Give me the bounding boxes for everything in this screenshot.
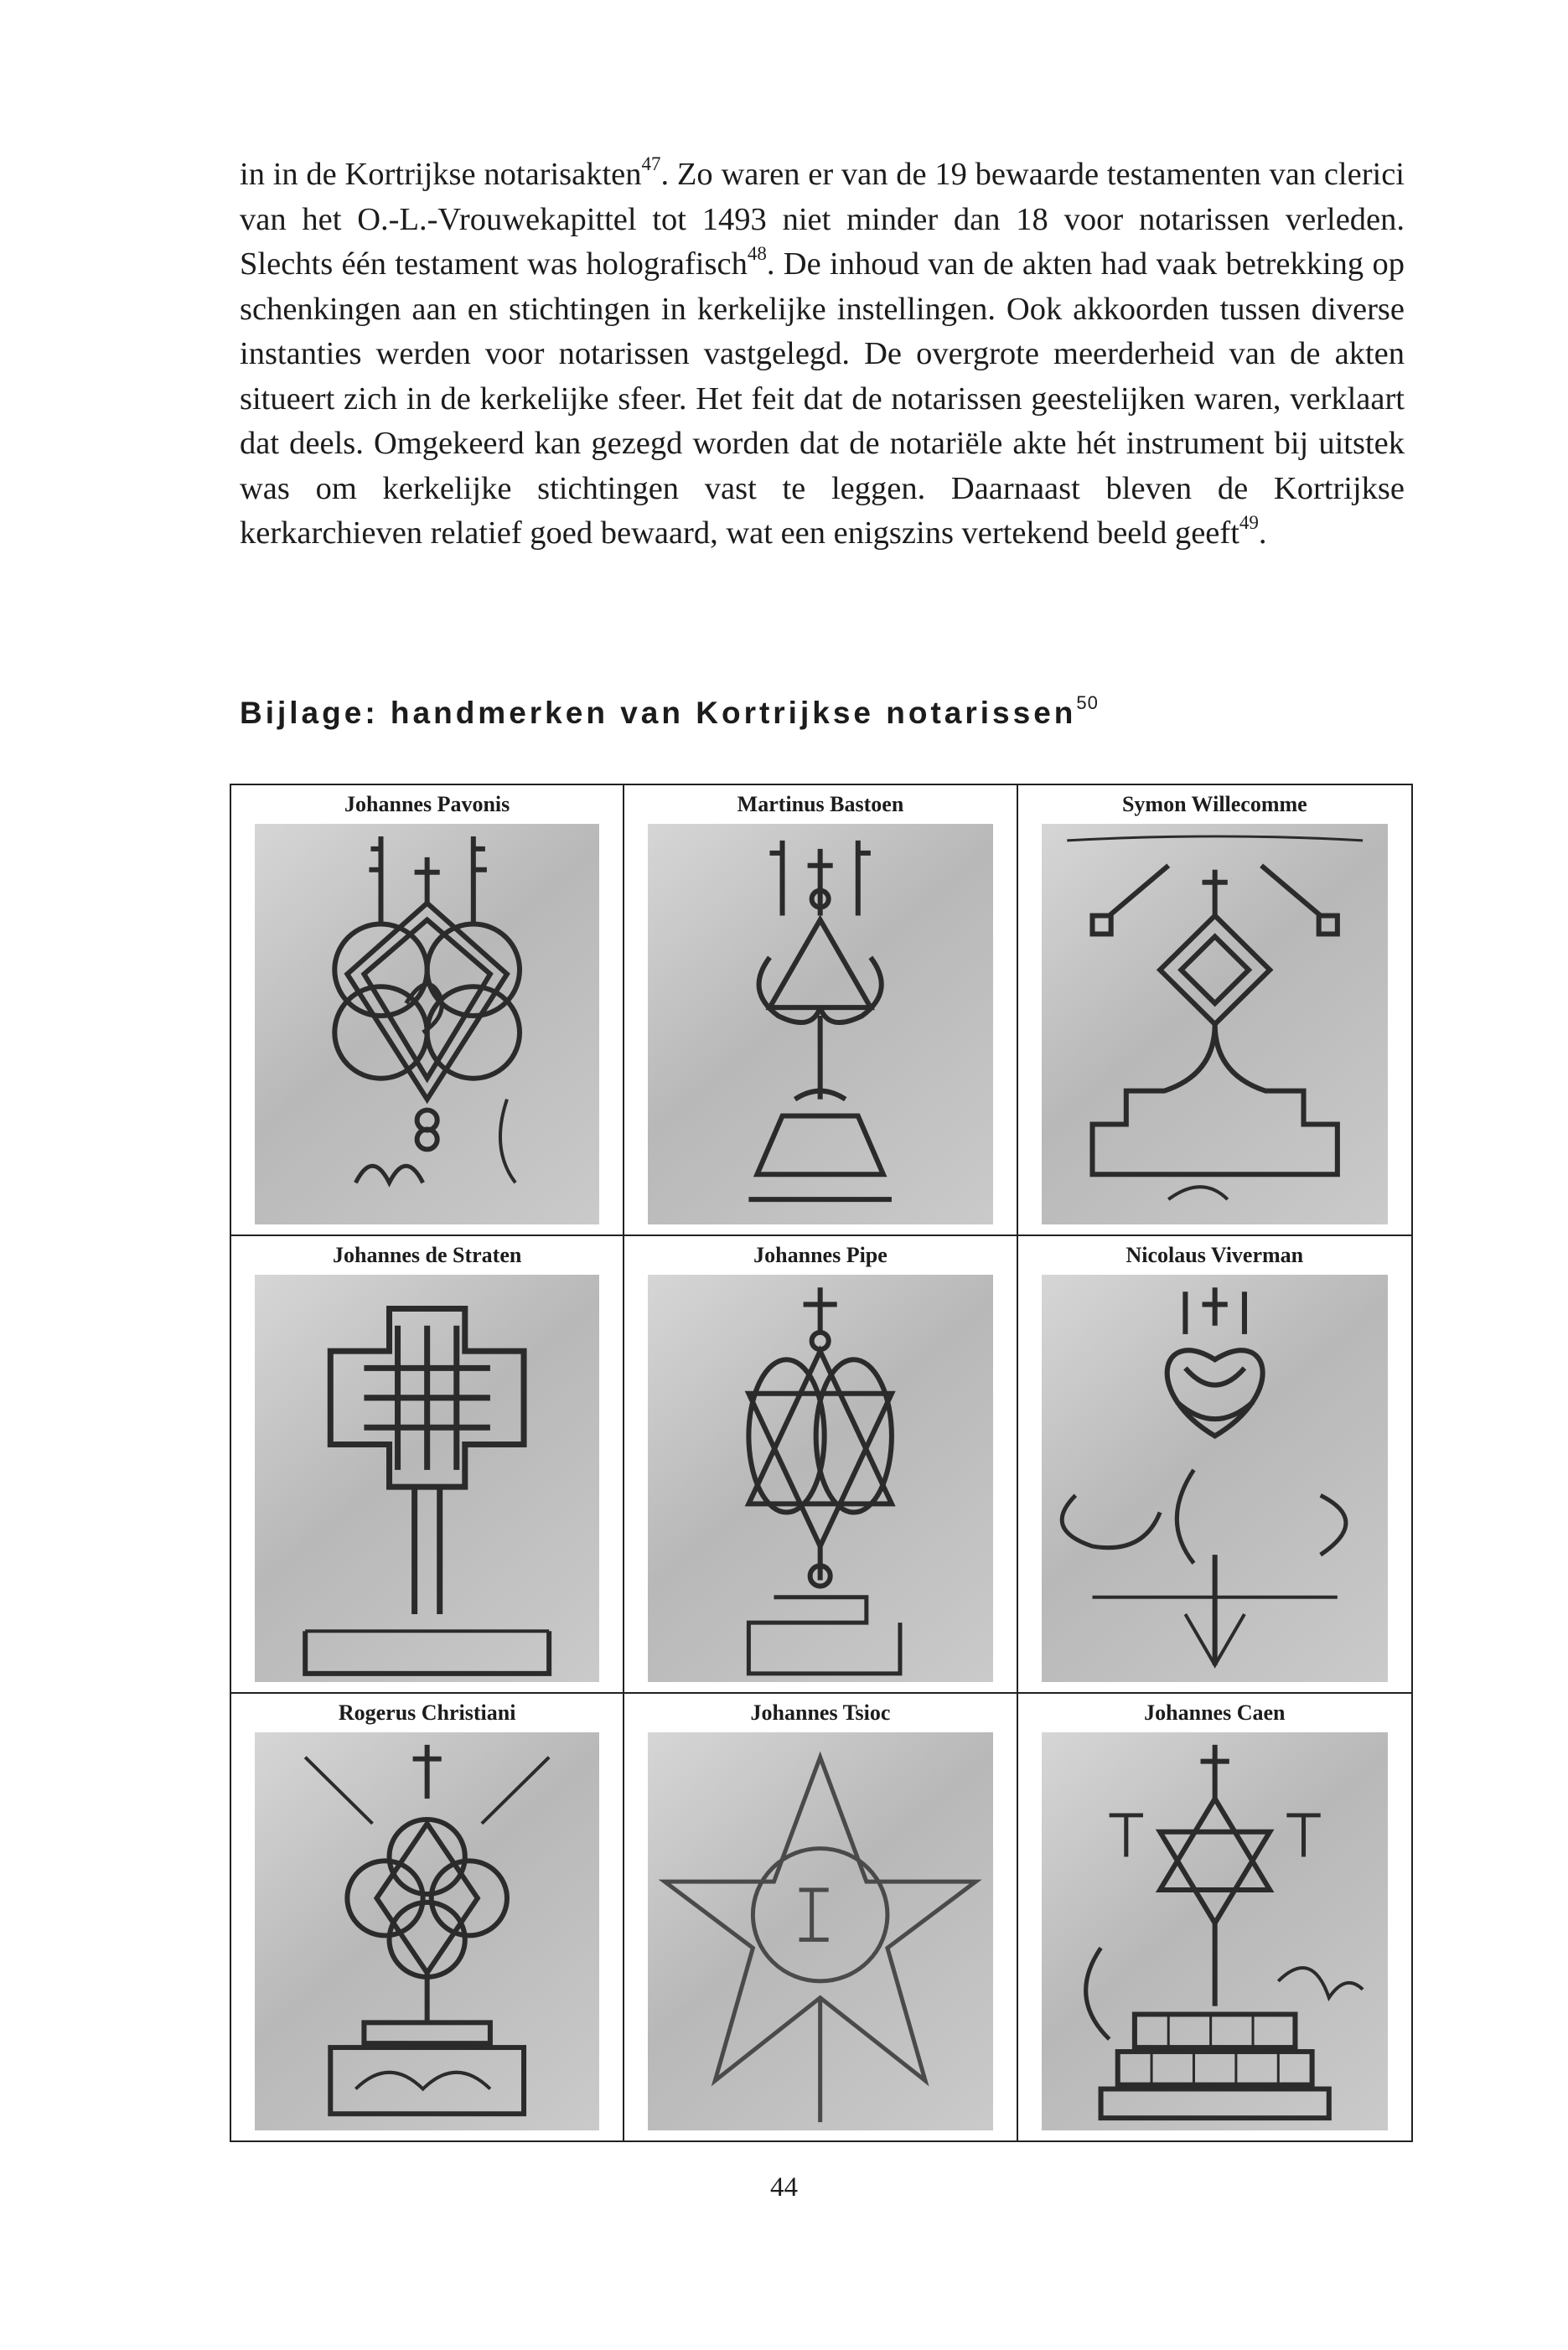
notary-mark-image	[1042, 1732, 1388, 2130]
notary-mark-image	[648, 1275, 992, 1682]
quatrefoil-knot-icon	[255, 1732, 599, 2130]
knot-on-stepped-base-icon	[1042, 824, 1388, 1224]
footnote-ref[interactable]: 49	[1239, 512, 1259, 533]
notary-mark-image	[648, 1732, 992, 2130]
notary-name: Johannes Caen	[1144, 1700, 1286, 1725]
notary-mark-cell	[624, 1236, 1017, 1694]
notary-mark-image	[1042, 824, 1388, 1224]
heart-knot-with-keys-icon	[1042, 1275, 1388, 1682]
notary-name: Johannes de Straten	[332, 1243, 522, 1267]
pentagram-in-circle-icon	[648, 1732, 992, 2130]
notary-name: Johannes Tsioc	[750, 1700, 891, 1725]
notary-mark-cell	[1018, 785, 1411, 1236]
triangle-with-keys-icon	[648, 824, 992, 1224]
notary-mark-cell	[231, 1694, 624, 2140]
body-text-segment: . Zo waren er van de 19 bewaarde testamenten van clerici van het O.-L.-Vrouwekapittel tot 1493 niet minder dan 18 voor notarissen verleden. Slechts één testament was holografisch	[240, 157, 1405, 282]
notary-name: Rogerus Christiani	[338, 1700, 516, 1725]
notary-mark-image	[648, 824, 992, 1224]
notary-mark-image	[1042, 1275, 1388, 1682]
footnote-ref[interactable]: 48	[747, 243, 767, 264]
notary-mark-cell	[1018, 1694, 1411, 2140]
page-number: 44	[770, 2172, 798, 2202]
lattice-cross-icon	[255, 1275, 599, 1682]
appendix-heading-text: Bijlage: handmerken van Kortrijkse notarissen	[240, 696, 1077, 730]
notary-name: Johannes Pipe	[753, 1243, 887, 1267]
notary-mark-cell	[231, 1236, 624, 1694]
body-text-segment: .	[1258, 515, 1267, 551]
hexagram-on-brick-base-icon	[1042, 1732, 1388, 2130]
hexagram-with-cross-icon	[648, 1275, 992, 1682]
notary-name: Johannes Pavonis	[344, 792, 510, 816]
notary-mark-cell	[1018, 1236, 1411, 1694]
body-text-segment: in in de Kortrijkse notarisakten	[240, 157, 642, 192]
notary-marks-table	[230, 784, 1413, 2142]
notary-mark-cell	[624, 1694, 1017, 2140]
footnote-ref[interactable]: 50	[1076, 692, 1099, 713]
notary-mark-cell	[624, 785, 1017, 1236]
body-text-segment: . De inhoud van de akten had vaak betrekking op schenkingen aan en stichtingen in kerkelijke instellingen. Ook akkoorden tussen diverse instanties werden voor notarissen vastgelegd. De overgrote meerderheid van de akten situeert zich in de kerkelijke sfeer. Het feit dat de notarissen geestelijken waren, verklaart dat deels. Omgekeerd kan gezegd worden dat de notariële akte hét instrument bij uitstek was om kerkelijke stichtingen vast te leggen. Daarnaast bleven de Kortrijkse kerkarchieven relatief goed bewaard, wat een enigszins vertekend beeld geeft	[240, 246, 1405, 551]
notary-mark-image	[255, 1275, 599, 1682]
notary-mark-image	[255, 1732, 599, 2130]
notary-mark-image	[255, 824, 599, 1224]
notary-name: Symon Willecomme	[1121, 792, 1307, 816]
notary-mark-cell	[231, 785, 624, 1236]
notary-name: Nicolaus Viverman	[1126, 1243, 1304, 1267]
body-paragraph	[240, 153, 1405, 556]
appendix-heading	[240, 692, 1099, 731]
footnote-ref[interactable]: 47	[641, 153, 661, 174]
interlaced-knot-with-keys-icon	[255, 824, 599, 1224]
notary-name: Martinus Bastoen	[737, 792, 904, 816]
